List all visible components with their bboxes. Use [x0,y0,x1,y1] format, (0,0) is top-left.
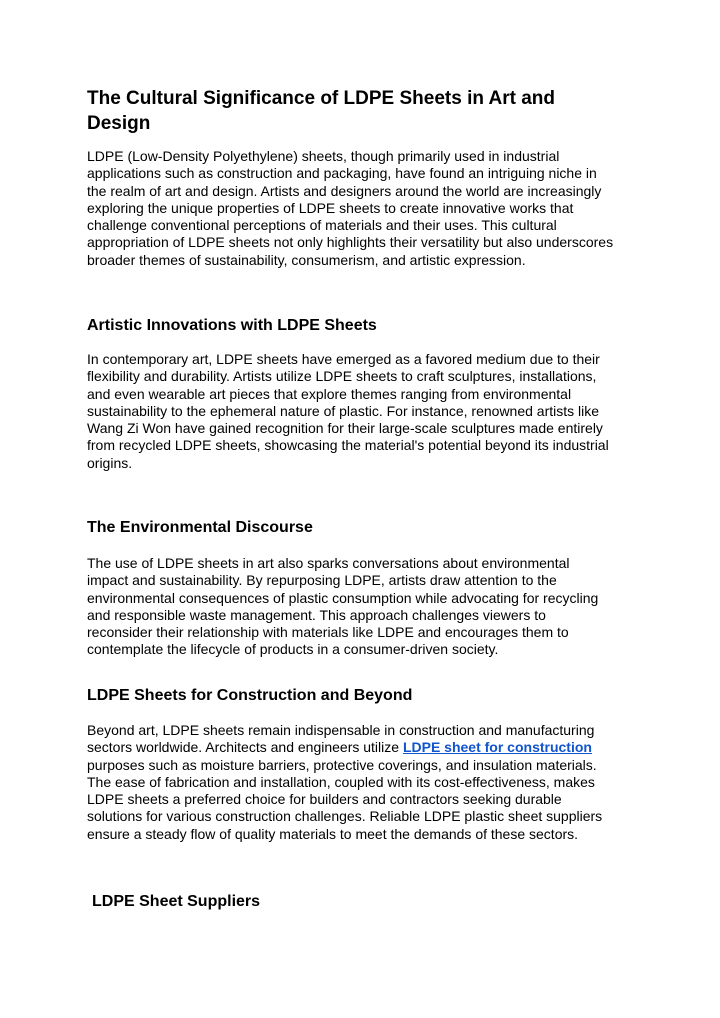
paragraph-line-with-link [87,739,647,756]
paragraph-line: impact and sustainability. By repurposing LDPE, artists draw attention to the [87,572,557,589]
section-heading-environmental-discourse: The Environmental Discourse [87,519,313,536]
paragraph-line: The use of LDPE sheets in art also sparks conversations about environmental [87,555,570,571]
section-heading-construction-and-beyond: LDPE Sheets for Construction and Beyond [87,687,413,704]
paragraph-line: origins. [87,454,133,471]
paragraph-line: broader themes of sustainability, consumerism, and artistic expression. [87,251,526,268]
paragraph-line: Wang Zi Won have gained recognition for their large-scale sculptures made entirely [87,420,603,436]
paragraph-line: appropriation of LDPE sheets not only highlights their versatility but also underscores [87,234,614,251]
paragraph-line: solutions for various construction challenges. Reliable LDPE plastic sheet suppliers [87,808,603,825]
paragraph-line: Beyond art, LDPE sheets remain indispensable in construction and manufacturing [87,722,595,738]
paragraph-line: ensure a steady flow of quality materials to meet the demands of these sectors. [87,825,579,842]
paragraph-line: the realm of art and design. Artists and designers around the world are increasingly [87,182,602,199]
paragraph-line: LDPE (Low-Density Polyethylene) sheets, though primarily used in industrial [87,148,560,164]
paragraph-line: contemplate the lifecycle of products in a consumer-driven society. [87,641,499,658]
paragraph-line: and even wearable art pieces that explore themes ranging from environmental [87,385,572,402]
paragraph-line: The ease of fabrication and installation, coupled with its cost-effectiveness, makes [87,773,595,790]
section-heading-ldpe-sheet-suppliers: LDPE Sheet Suppliers [92,893,261,910]
environmental-discourse-paragraph [87,555,647,659]
paragraph-line: In contemporary art, LDPE sheets have emerged as a favored medium due to their [87,351,600,367]
paragraph-line: exploring the unique properties of LDPE sheets to create innovative works that [87,199,574,216]
section-heading-artistic-innovations: Artistic Innovations with LDPE Sheets [87,317,377,334]
paragraph-line: sustainability to the ephemeral nature of plastic. For instance, renowned artists like [87,402,600,419]
paragraph-line: from recycled LDPE sheets, showcasing the material's potential beyond its industrial [87,437,609,454]
artistic-innovations-paragraph [87,351,647,472]
paragraph-text: sectors worldwide. Architects and engineers utilize [87,739,403,756]
paragraph-line: LDPE sheets a preferred choice for builders and contractors seeking durable [87,791,562,807]
paragraph-line: applications such as construction and packaging, have found an intriguing niche in [87,165,597,182]
ldpe-sheet-for-construction-link[interactable]: LDPE sheet for construction [402,739,592,756]
document-title: The Cultural Significance of LDPE Sheets in Art and Design [87,88,556,134]
construction-paragraph [87,722,647,843]
paragraph-line: reconsider their relationship with materials like LDPE and encourages them to [87,624,569,640]
intro-paragraph [87,148,647,269]
paragraph-line: and responsible waste management. This approach challenges viewers to [87,606,546,623]
paragraph-line: flexibility and durability. Artists utilize LDPE sheets to craft sculptures, installations, [87,368,597,385]
paragraph-line: environmental consequences of plastic consumption while advocating for recycling [87,589,599,606]
paragraph-line: challenge conventional perceptions of materials and their uses. This cultural [87,217,557,233]
paragraph-line: purposes such as moisture barriers, protective coverings, and insulation materials. [87,756,597,773]
